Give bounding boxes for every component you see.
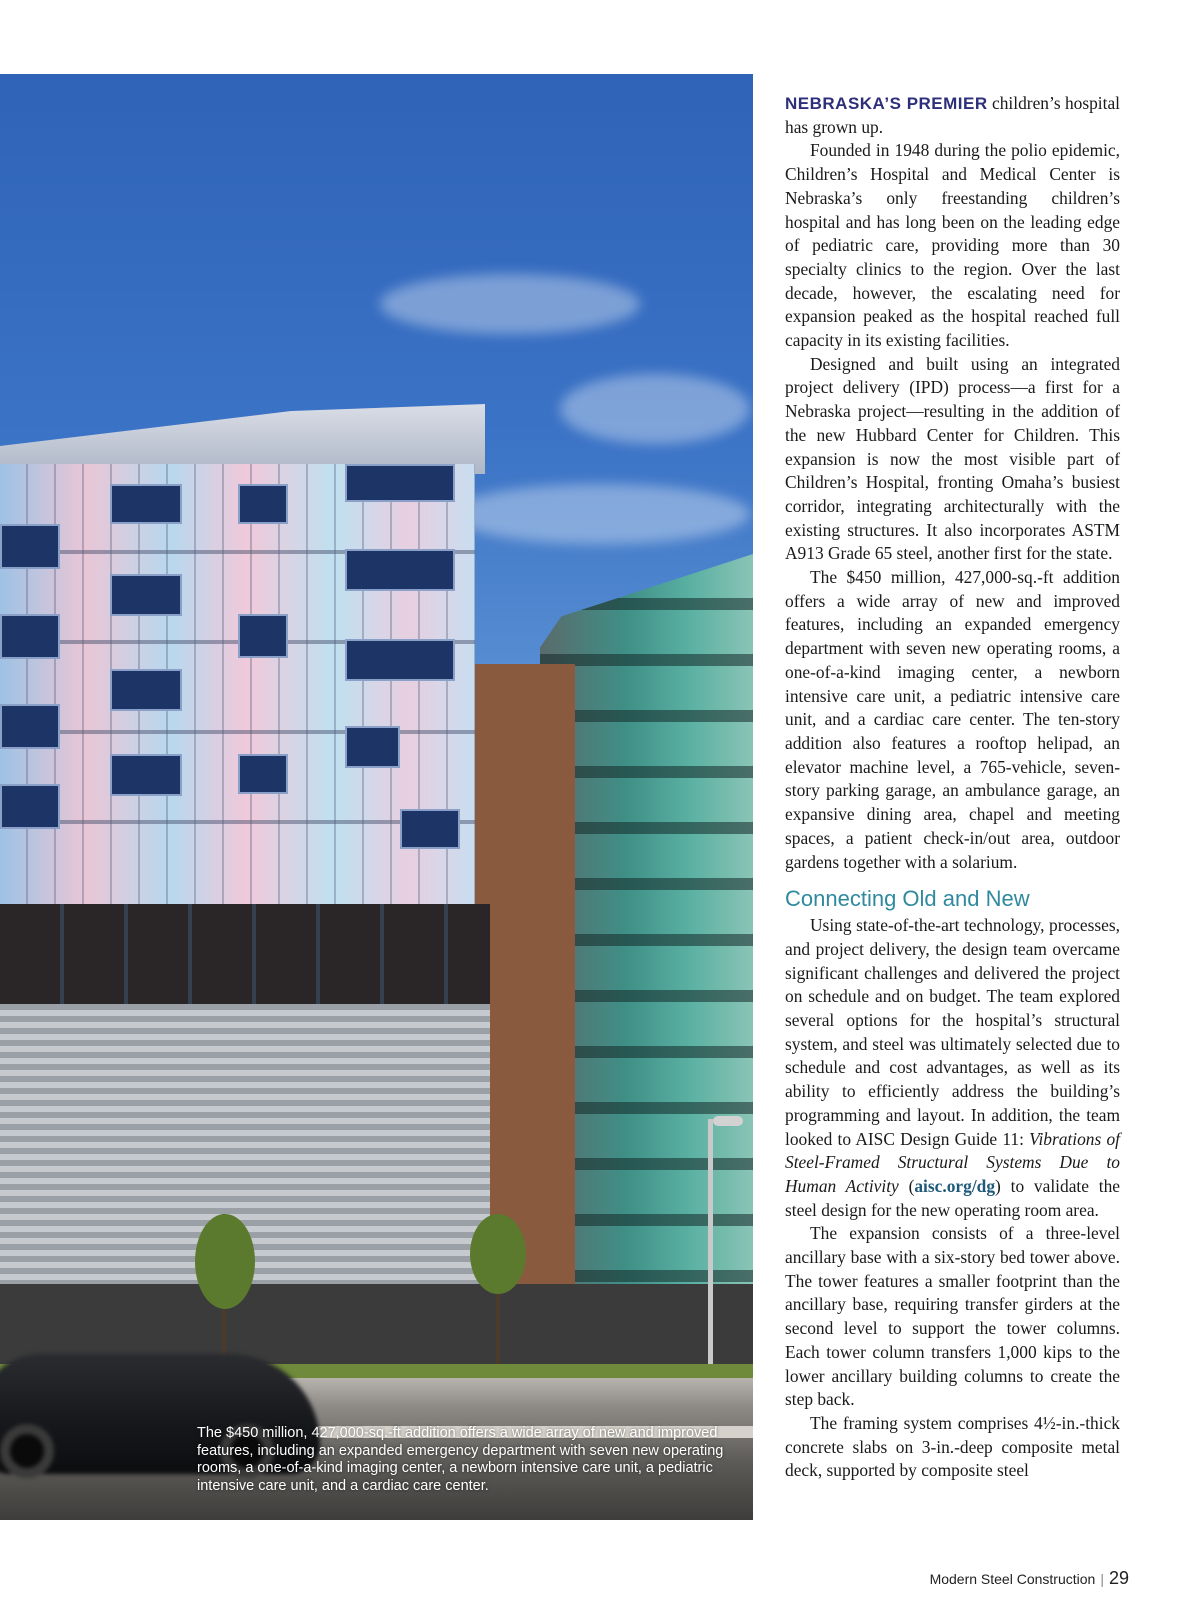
page-footer bbox=[930, 1568, 1129, 1589]
street-lamp bbox=[708, 1119, 713, 1379]
dark-band-level bbox=[0, 904, 490, 1004]
footer-separator: | bbox=[1100, 1571, 1104, 1587]
aisc-link[interactable]: aisc.org/dg bbox=[914, 1175, 996, 1196]
article-column bbox=[785, 92, 1120, 1483]
article-paragraph: Designed and built using an integrated project delivery (IPD) process—a first for a Nebraska project—resulting in the addition of the new Hubbard Center for Children. This expansion is now the most visible part of Children’s Hospital, fronting Omaha’s busiest corridor, integrating architecturally with the existing structures. It also incorporates ASTM A913 Grade 65 steel, another first for the state. bbox=[785, 353, 1120, 564]
photo-caption: The $450 million, 427,000-sq.-ft addition offers a wide array of new and improved features, including an expanded emergency department with seven new operating rooms, a one-of-a-kind imaging center, a newborn intensive care unit, a pediatric intensive care unit, and a cardiac care center. bbox=[197, 1425, 724, 1494]
section-heading: Connecting Old and New bbox=[785, 886, 1030, 912]
ground-floor-glazing bbox=[0, 1284, 753, 1364]
article-paragraph: The $450 million, 427,000-sq.-ft addition offers a wide array of new and improved features, including an expanded emergency department with seven new operating rooms, a one-of-a-kind imaging center, a newborn intensive care unit, a pediatric intensive care unit, and a cardiac care center. The ten-story addition also features a rooftop helipad, an elevator machine level, a 765-vehicle, seven-story parking garage, an ambulance garage, an expansive dining area, chapel and meeting spaces, a patient check-in/out area, outdoor gardens together with a solarium. bbox=[785, 567, 1120, 872]
article-paragraph: The framing system comprises 4½-in.-thick concrete slabs on 3-in.-deep composite metal deck, supported by composite steel bbox=[785, 1412, 1120, 1481]
article-paragraph: Using state-of-the-art technology, processes, and project delivery, the design team overcame significant challenges and delivered the project on schedule and on budget. The team explored several options for the hospital’s structural system, and steel was ultimately selected due to schedule and cost advantages, as well as its ability to efficiently address the building’s programming and layout. In addition, the team looked to AISC Design Guide 11: Vibrations of Steel-Framed Structural Systems Due to Human Activity (aisc.org/dg) to validate the steel design for the new operating room area. bbox=[785, 915, 1120, 1220]
hospital-photo bbox=[0, 74, 753, 1520]
article-paragraph: Founded in 1948 during the polio epidemic, Children’s Hospital and Medical Center is Nebraska’s only freestanding children’s hospital and has long been on the leading edge of pediatric care, providing more than 30 specialty clinics to the region. Over the last decade, however, the escalating need for expansion peaked as the hospital reached full capacity in its existing facilities. bbox=[785, 140, 1120, 351]
page-number: 29 bbox=[1108, 1568, 1129, 1588]
colorful-glass-tower bbox=[0, 464, 475, 904]
article-paragraph: NEBRASKA’S PREMIER children’s hospital has grown up. bbox=[785, 93, 1121, 137]
lead-in-caps: NEBRASKA’S PREMIER bbox=[785, 94, 988, 113]
article-paragraph: The expansion consists of a three-level ancillary base with a six-story bed tower above. The tower features a smaller footprint than the ancillary base, requiring transfer girders at the second level to support the tower columns. Each tower column transfers 1,000 kips to the lower ancillary building columns to create the step back. bbox=[785, 1223, 1120, 1410]
publication-name: Modern Steel Construction bbox=[929, 1571, 1096, 1587]
guide-title: Vibrations of Steel-Framed Structural Systems Due to Human Activity bbox=[785, 1128, 1120, 1196]
